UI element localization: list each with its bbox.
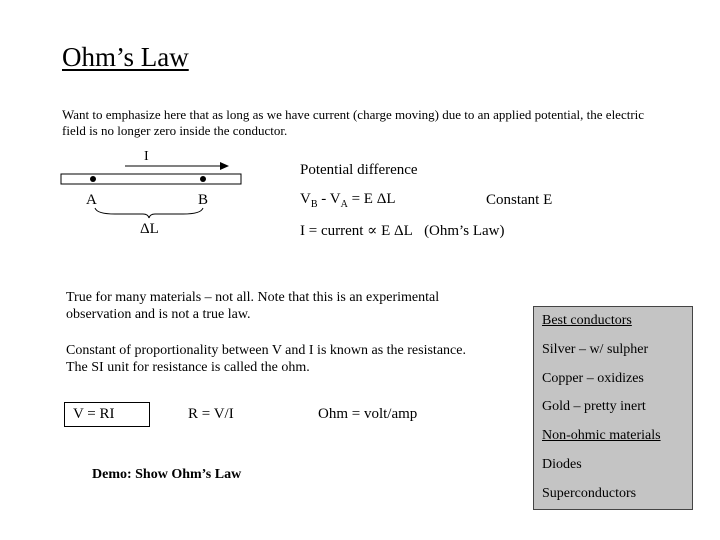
vb-symbol: V (300, 191, 311, 207)
point-b-dot (200, 176, 206, 182)
conductor-diagram (55, 160, 245, 230)
current-arrow-head (220, 162, 229, 170)
material-copper: Copper – oxidizes (542, 371, 644, 386)
material-silver: Silver – w/ sulpher (542, 342, 649, 357)
ohm-definition: Ohm = volt/amp (318, 406, 418, 422)
ohms-law-note: (Ohm’s Law) (424, 223, 505, 239)
point-b-label: B (198, 192, 209, 208)
experimental-note: True for many materials – not all. Note that this is an experimental observation and is not a true law. (66, 290, 440, 322)
material-diodes: Diodes (542, 457, 582, 472)
page-title: Ohm’s Law (62, 42, 189, 72)
vb-subscript: B (310, 199, 318, 210)
point-a-label: A (86, 192, 97, 208)
va-subscript: A (340, 199, 348, 210)
nonohmic-heading: Non-ohmic materials (542, 428, 661, 443)
v-minus: - (317, 191, 330, 207)
potential-difference-label: Potential difference (300, 162, 418, 178)
demo-note: Demo: Show Ohm’s Law (92, 467, 242, 482)
point-a-dot (90, 176, 96, 182)
best-conductors-heading: Best conductors (542, 313, 632, 328)
formula-r: R = V/I (188, 406, 234, 422)
material-gold: Gold – pretty inert (542, 399, 646, 414)
current-label: I (144, 149, 149, 164)
materials-panel (533, 306, 693, 510)
va-symbol: V (329, 191, 341, 207)
intro-text: Want to emphasize here that as long as we have current (charge moving) due to an applied potential, the electric field is no longer zero inside the conductor. (62, 107, 645, 138)
length-label: ΔL (140, 221, 159, 237)
constant-e-label: Constant E (486, 192, 553, 208)
length-brace (95, 208, 203, 218)
current-relation-text: I = current ∝ E ΔL (300, 223, 413, 239)
resistance-note: Constant of proportionality between V and I is known as the resistance. The SI unit for resistance is called the ohm. (66, 343, 466, 375)
formula-v-box: V = RI (64, 402, 150, 427)
v-rhs: = E ΔL (347, 191, 396, 207)
current-relation (300, 221, 504, 240)
voltage-equation (300, 191, 396, 210)
conductor-rect (61, 174, 241, 184)
material-superconductors: Superconductors (542, 486, 637, 501)
